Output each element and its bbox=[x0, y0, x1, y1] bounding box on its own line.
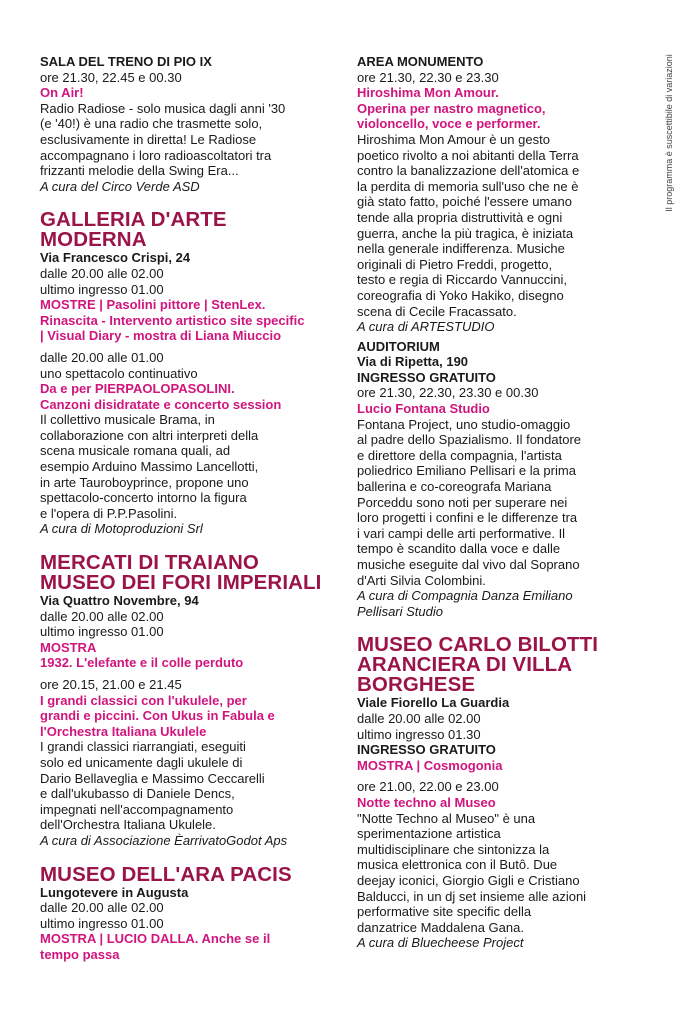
event-title: I grandi classici con l'ukulele, per bbox=[40, 692, 247, 708]
event-hours: dalle 20.00 alle 01.00 bbox=[40, 349, 164, 365]
desc-line: loro progetti i confini e le differenze tra bbox=[357, 510, 578, 526]
event-title: violoncello, voce e performer. bbox=[357, 116, 541, 132]
section-museo-bilotti bbox=[357, 635, 629, 951]
desc-line: multidisciplinare che sintonizza la bbox=[357, 841, 550, 857]
venue-title: MUSEO DEI FORI IMPERIALI bbox=[40, 571, 322, 595]
section-title: SALA DEL TRENO DI PIO IX bbox=[40, 54, 212, 69]
credit: A cura di Compagnia Danza Emiliano bbox=[357, 588, 573, 604]
event-title: Lucio Fontana Studio bbox=[357, 401, 490, 417]
desc-line: poliedrico Emiliano Pellisari e la prima bbox=[357, 463, 576, 479]
event-title: l'Orchestra Italiana Ukulele bbox=[40, 723, 207, 739]
desc-line: sperimentazione artistica bbox=[357, 826, 501, 842]
desc-line: Dario Bellaveglia e Massimo Ceccarelli bbox=[40, 770, 265, 786]
credit: Pellisari Studio bbox=[357, 603, 443, 619]
desc-line: in arte Tauroboyprince, propone uno bbox=[40, 474, 249, 490]
venue-hours: dalle 20.00 alle 02.00 bbox=[357, 710, 481, 726]
desc-line: contro la banalizzazione dell'atomica e bbox=[357, 163, 580, 179]
venue-title: MODERNA bbox=[40, 228, 147, 252]
venue-hours: dalle 20.00 alle 02.00 bbox=[40, 608, 164, 624]
venue-hours: dalle 20.00 alle 02.00 bbox=[40, 265, 164, 281]
desc-line: Porceddu sono noti per superare nei bbox=[357, 494, 568, 510]
desc-line: scena di Cecile Fracassato. bbox=[357, 303, 517, 319]
credit: A cura del Circo Verde ASD bbox=[40, 178, 200, 194]
section-sala-treno bbox=[40, 54, 332, 194]
desc-line: Balducci, in un dj set insieme alle azioni bbox=[357, 888, 587, 904]
credit: A cura di Motoproduzioni Srl bbox=[40, 521, 203, 537]
last-entry: ultimo ingresso 01.00 bbox=[40, 281, 164, 297]
section-title: AUDITORIUM bbox=[357, 338, 440, 354]
desc-line: Fontana Project, uno studio-omaggio bbox=[357, 416, 571, 432]
desc-line: già stato fatto, poiché l'essere umano bbox=[357, 194, 572, 210]
exhibition-line: Rinascita - Intervento artistico site specific bbox=[40, 312, 305, 328]
last-entry: ultimo ingresso 01.00 bbox=[40, 915, 164, 931]
desc-line: originali di Pietro Freddi, progetto, bbox=[357, 256, 553, 272]
exhibition-line: MOSTRA bbox=[40, 639, 97, 655]
event-times: ore 21.30, 22.30 e 23.30 bbox=[357, 69, 499, 85]
event-title: Hiroshima Mon Amour. bbox=[357, 85, 499, 101]
venue-title: MERCATI DI TRAIANO bbox=[40, 551, 259, 575]
section-galleria bbox=[40, 210, 332, 537]
event-title: Da e per PIERPAOLOPASOLINI. bbox=[40, 381, 235, 397]
venue-title: ARANCIERA DI VILLA bbox=[357, 653, 573, 677]
desc-line: danzatrice Maddalena Gana. bbox=[357, 919, 524, 935]
venue-address: Viale Fiorello La Guardia bbox=[357, 695, 510, 711]
desc-line: ballerina e co-coreografa Mariana bbox=[357, 479, 552, 495]
desc-line: coreografia di Yoko Hakiko, disegno bbox=[357, 287, 564, 303]
desc-line: scena musicale romana quali, ad bbox=[40, 443, 231, 459]
desc-line: al padre dello Spazialismo. Il fondatore bbox=[357, 432, 582, 448]
desc-line: tende alla propria distruttività e ogni bbox=[357, 209, 563, 225]
exhibition-line: MOSTRA | Cosmogonia bbox=[357, 757, 503, 773]
exhibition-line: 1932. L'elefante e il colle perduto bbox=[40, 655, 244, 671]
desc-line: e direttore della compagnia, l'artista bbox=[357, 447, 562, 463]
section-mercati-traiano bbox=[40, 553, 332, 849]
variations-note bbox=[662, 8, 676, 258]
event-title: On Air! bbox=[40, 85, 84, 101]
last-entry: ultimo ingresso 01.00 bbox=[40, 624, 164, 640]
event-format: uno spettacolo continuativo bbox=[40, 365, 198, 381]
desc-line: accompagnano i loro radioascoltatori tra bbox=[40, 147, 272, 163]
section-ara-pacis bbox=[40, 862, 332, 963]
desc-line: impegnati nell'accompagnamento bbox=[40, 801, 234, 817]
desc-line: esempio Arduino Massimo Lancellotti, bbox=[40, 459, 259, 475]
desc-line: testo e regia di Riccardo Vannuccini, bbox=[357, 272, 568, 288]
desc-line: d'Arti Silvia Colombini. bbox=[357, 572, 486, 588]
credit: A cura di ARTESTUDIO bbox=[357, 319, 495, 335]
event-times: ore 21.30, 22.45 e 00.30 bbox=[40, 69, 182, 85]
desc-line: guerra, anche la più tragica, è iniziata bbox=[357, 225, 574, 241]
desc-line: performative site specific della bbox=[357, 904, 532, 920]
variations-note-text: Il programma è suscettibile di variazioni bbox=[664, 54, 674, 212]
venue-title: GALLERIA D'ARTE bbox=[40, 208, 227, 232]
desc-line: "Notte Techno al Museo" è una bbox=[357, 810, 536, 826]
venue-address: Via Quattro Novembre, 94 bbox=[40, 593, 199, 609]
credit: A cura di Associazione ÈarrivatoGodot Aps bbox=[40, 832, 288, 848]
desc-line: poetico rivolto a noi abitanti della Terra bbox=[357, 147, 579, 163]
desc-line: spettacolo-concerto intorno la figura bbox=[40, 490, 247, 506]
desc-line: e l'opera di P.P.Pasolini. bbox=[40, 505, 178, 521]
exhibition-line: tempo passa bbox=[40, 946, 120, 962]
section-auditorium bbox=[357, 339, 629, 620]
desc-line: dell'Orchestra Italiana Ukulele. bbox=[40, 817, 216, 833]
left-column bbox=[40, 54, 332, 963]
event-times: ore 21.30, 22.30, 23.30 e 00.30 bbox=[357, 385, 539, 401]
desc-line: i vari campi delle arti performative. Il bbox=[357, 525, 566, 541]
free-entry: INGRESSO GRATUITO bbox=[357, 369, 496, 385]
desc-line: Radio Radiose - solo musica dagli anni '30 bbox=[40, 100, 286, 116]
free-entry: INGRESSO GRATUITO bbox=[357, 742, 496, 758]
exhibition-line: | Visual Diary - mostra di Liana Miuccio bbox=[40, 328, 282, 344]
section-title: AREA MONUMENTO bbox=[357, 54, 484, 69]
desc-line: deejay iconici, Giorgio Gigli e Cristiano bbox=[357, 872, 580, 888]
event-title: grandi e piccini. Con Ukus in Fabula e bbox=[40, 708, 275, 724]
venue-address: Lungotevere in Augusta bbox=[40, 884, 189, 900]
exhibition-line: MOSTRA | LUCIO DALLA. Anche se il bbox=[40, 931, 271, 947]
desc-line: collaborazione con altri interpreti della bbox=[40, 427, 259, 443]
event-times: ore 20.15, 21.00 e 21.45 bbox=[40, 677, 182, 692]
event-title: Operina per nastro magnetico, bbox=[357, 100, 546, 116]
right-column bbox=[357, 54, 629, 951]
desc-line: Il collettivo musicale Brama, in bbox=[40, 412, 215, 428]
desc-line: musica elettronica con il Butô. Due bbox=[357, 857, 558, 873]
venue-address: Via Francesco Crispi, 24 bbox=[40, 250, 191, 266]
desc-line: (e '40!) è una radio che trasmette solo, bbox=[40, 116, 263, 132]
section-area-monumento bbox=[357, 54, 629, 335]
venue-title: BORGHESE bbox=[357, 673, 476, 697]
venue-title: MUSEO CARLO BILOTTI bbox=[357, 633, 599, 657]
desc-line: tempo è scandito dalla voce e dalle bbox=[357, 541, 561, 557]
venue-title: MUSEO DELL'ARA PACIS bbox=[40, 862, 292, 886]
event-title: Notte techno al Museo bbox=[357, 794, 496, 810]
credit: A cura di Bluecheese Project bbox=[357, 935, 524, 951]
desc-line: nella generale indifferenza. Musiche bbox=[357, 241, 565, 257]
event-title: Canzoni disidratate e concerto session bbox=[40, 396, 282, 412]
desc-line: esclusivamente in diretta! Le Radiose bbox=[40, 131, 257, 147]
desc-line: I grandi classici riarrangiati, eseguiti bbox=[40, 739, 246, 755]
desc-line: Hiroshima Mon Amour è un gesto bbox=[357, 131, 550, 147]
desc-line: frizzanti melodie della Swing Era... bbox=[40, 163, 239, 179]
exhibition-line: MOSTRE | Pasolini pittore | StenLex. bbox=[40, 297, 266, 313]
desc-line: musiche eseguite dal vivo dal Soprano bbox=[357, 557, 580, 572]
desc-line: la perdita di memoria sull'uso che ne è bbox=[357, 178, 579, 194]
desc-line: solo ed unicamente dagli ukulele di bbox=[40, 754, 243, 770]
last-entry: ultimo ingresso 01.30 bbox=[357, 726, 481, 742]
event-times: ore 21.00, 22.00 e 23.00 bbox=[357, 779, 499, 795]
desc-line: e dall'ukubasso di Daniele Dencs, bbox=[40, 786, 235, 802]
venue-address: Via di Ripetta, 190 bbox=[357, 354, 469, 370]
venue-hours: dalle 20.00 alle 02.00 bbox=[40, 900, 164, 916]
